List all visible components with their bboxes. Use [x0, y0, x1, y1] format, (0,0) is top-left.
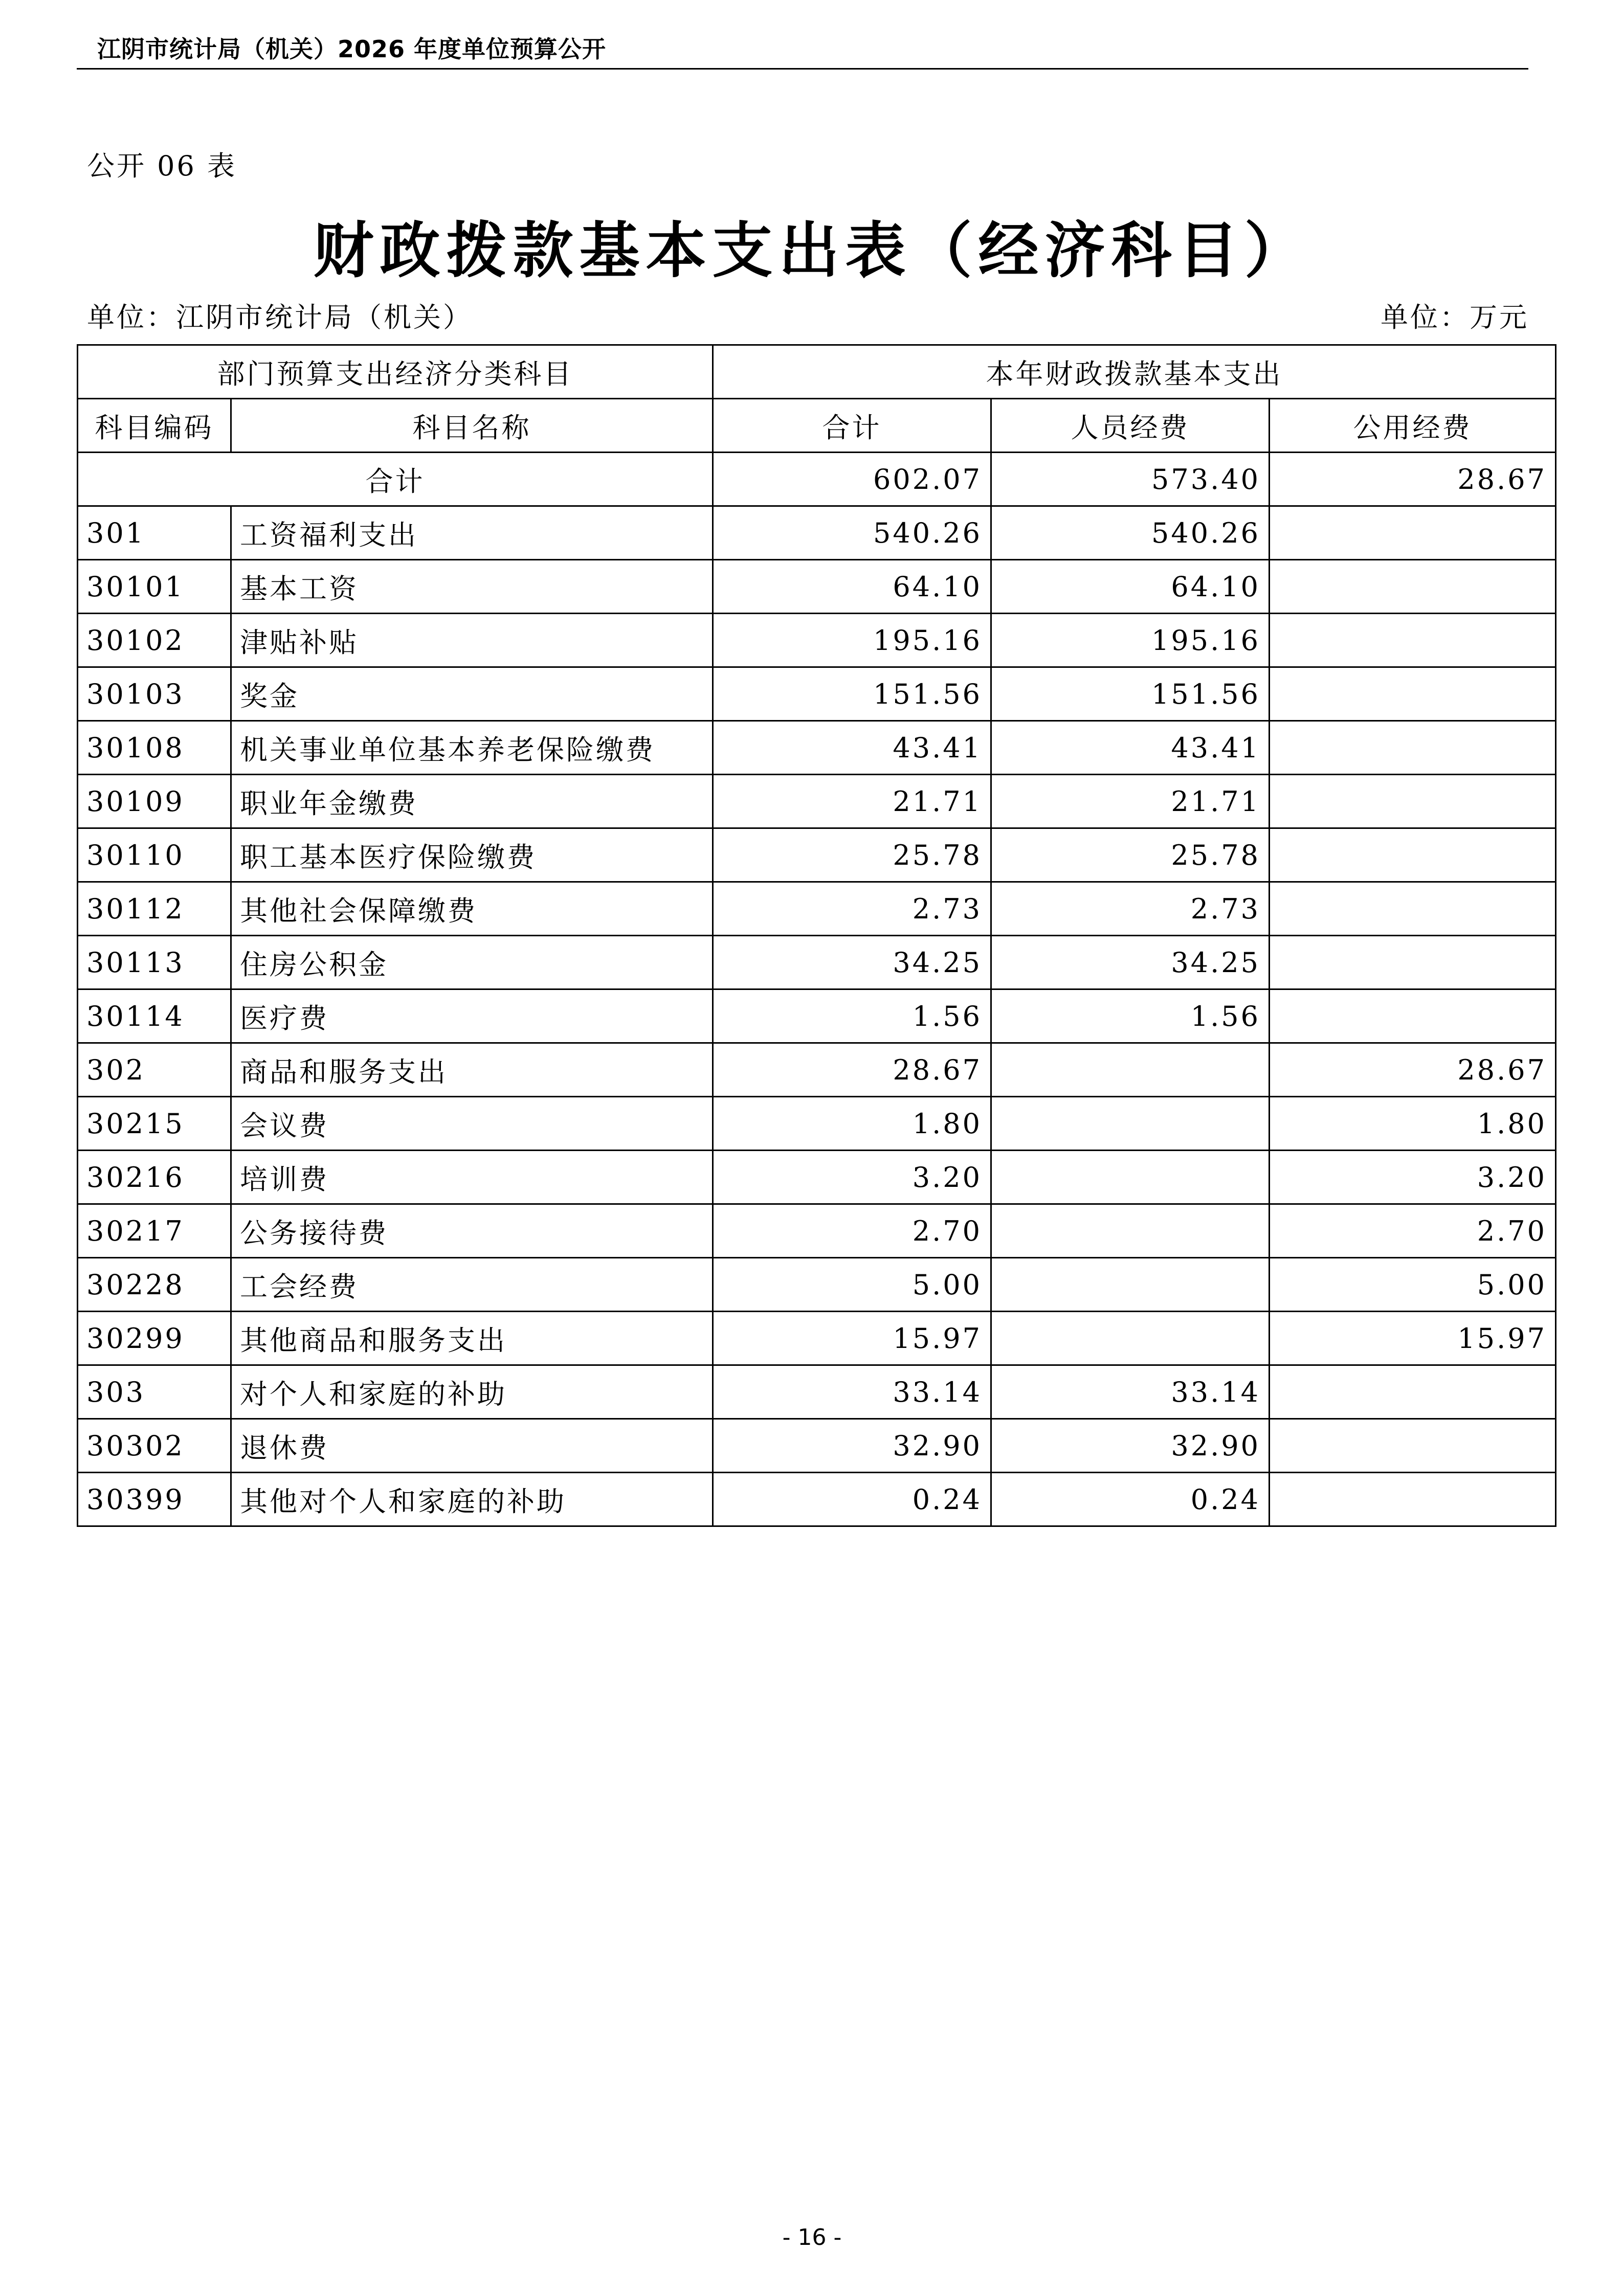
- row-total: 15.97: [713, 1312, 991, 1365]
- row-personnel: [991, 1151, 1270, 1204]
- row-personnel: 2.73: [991, 882, 1270, 936]
- row-total: 1.56: [713, 989, 991, 1043]
- row-name: 基本工资: [231, 560, 713, 614]
- column-header-row: [78, 399, 1556, 453]
- row-total: 5.00: [713, 1258, 991, 1312]
- row-name: 对个人和家庭的补助: [231, 1365, 713, 1419]
- row-name: 培训费: [231, 1151, 713, 1204]
- row-personnel: 34.25: [991, 936, 1270, 989]
- table-row: [78, 989, 1556, 1043]
- row-total: 2.73: [713, 882, 991, 936]
- row-code: 30102: [78, 614, 231, 667]
- row-public: [1270, 560, 1556, 614]
- total-row: [78, 453, 1556, 506]
- column-header-personnel: 人员经费: [991, 399, 1270, 453]
- row-total: 32.90: [713, 1419, 991, 1473]
- table-row: [78, 1151, 1556, 1204]
- row-total: 2.70: [713, 1204, 991, 1258]
- total-public: 28.67: [1270, 453, 1556, 506]
- table-row: [78, 506, 1556, 560]
- row-name: 商品和服务支出: [231, 1043, 713, 1097]
- row-name: 工资福利支出: [231, 506, 713, 560]
- row-total: 43.41: [713, 721, 991, 775]
- row-personnel: [991, 1043, 1270, 1097]
- row-code: 30101: [78, 560, 231, 614]
- row-code: 30216: [78, 1151, 231, 1204]
- table-row: [78, 667, 1556, 721]
- group-header-classification: 部门预算支出经济分类科目: [78, 345, 713, 399]
- row-name: 职工基本医疗保险缴费: [231, 828, 713, 882]
- table-code: 公开 06 表: [87, 150, 237, 182]
- row-code: 30302: [78, 1419, 231, 1473]
- row-code: 303: [78, 1365, 231, 1419]
- total-label: 合计: [78, 453, 713, 506]
- row-name: 其他商品和服务支出: [231, 1312, 713, 1365]
- row-total: 3.20: [713, 1151, 991, 1204]
- page-title: 财政拨款基本支出表（经济科目）: [313, 215, 1311, 286]
- row-name: 奖金: [231, 667, 713, 721]
- row-total: 151.56: [713, 667, 991, 721]
- row-public: [1270, 506, 1556, 560]
- row-personnel: [991, 1258, 1270, 1312]
- table-row: [78, 1097, 1556, 1151]
- unit-currency: 单位：万元: [1381, 301, 1529, 333]
- row-name: 机关事业单位基本养老保险缴费: [231, 721, 713, 775]
- row-public: [1270, 936, 1556, 989]
- row-public: [1270, 1365, 1556, 1419]
- total-amount: 602.07: [713, 453, 991, 506]
- row-public: [1270, 667, 1556, 721]
- row-personnel: [991, 1204, 1270, 1258]
- running-header-title: 江阴市统计局（机关）2026 年度单位预算公开: [97, 35, 607, 63]
- column-header-public: 公用经费: [1270, 399, 1556, 453]
- row-code: 30113: [78, 936, 231, 989]
- row-code: 30215: [78, 1097, 231, 1151]
- row-personnel: 195.16: [991, 614, 1270, 667]
- row-code: 302: [78, 1043, 231, 1097]
- table-row: [78, 1419, 1556, 1473]
- row-code: 30110: [78, 828, 231, 882]
- row-total: 25.78: [713, 828, 991, 882]
- row-name: 其他对个人和家庭的补助: [231, 1473, 713, 1526]
- table-row: [78, 775, 1556, 828]
- row-public: [1270, 1419, 1556, 1473]
- row-code: 30112: [78, 882, 231, 936]
- table-row: [78, 882, 1556, 936]
- column-header-name: 科目名称: [231, 399, 713, 453]
- row-public: 5.00: [1270, 1258, 1556, 1312]
- row-public: [1270, 721, 1556, 775]
- row-personnel: 1.56: [991, 989, 1270, 1043]
- row-public: [1270, 828, 1556, 882]
- row-personnel: 540.26: [991, 506, 1270, 560]
- row-personnel: 25.78: [991, 828, 1270, 882]
- row-personnel: 21.71: [991, 775, 1270, 828]
- row-name: 退休费: [231, 1419, 713, 1473]
- row-public: 28.67: [1270, 1043, 1556, 1097]
- row-code: 30399: [78, 1473, 231, 1526]
- table-row: [78, 560, 1556, 614]
- table-row: [78, 1365, 1556, 1419]
- table-row: [78, 1473, 1556, 1526]
- row-personnel: 0.24: [991, 1473, 1270, 1526]
- row-name: 医疗费: [231, 989, 713, 1043]
- unit-organization: 单位：江阴市统计局（机关）: [87, 301, 473, 333]
- total-personnel: 573.40: [991, 453, 1270, 506]
- row-total: 1.80: [713, 1097, 991, 1151]
- table-row: [78, 1043, 1556, 1097]
- budget-table: [77, 344, 1556, 1527]
- column-header-total: 合计: [713, 399, 991, 453]
- row-personnel: 43.41: [991, 721, 1270, 775]
- row-total: 33.14: [713, 1365, 991, 1419]
- row-code: 30109: [78, 775, 231, 828]
- row-public: 15.97: [1270, 1312, 1556, 1365]
- row-total: 28.67: [713, 1043, 991, 1097]
- row-total: 0.24: [713, 1473, 991, 1526]
- table-row: [78, 721, 1556, 775]
- row-code: 30228: [78, 1258, 231, 1312]
- page-number: - 16 -: [782, 2224, 842, 2250]
- table-row: [78, 1312, 1556, 1365]
- row-total: 540.26: [713, 506, 991, 560]
- row-personnel: 64.10: [991, 560, 1270, 614]
- row-code: 30108: [78, 721, 231, 775]
- row-code: 30103: [78, 667, 231, 721]
- row-code: 30299: [78, 1312, 231, 1365]
- row-name: 其他社会保障缴费: [231, 882, 713, 936]
- table-row: [78, 614, 1556, 667]
- table-row: [78, 1204, 1556, 1258]
- row-total: 34.25: [713, 936, 991, 989]
- row-personnel: [991, 1312, 1270, 1365]
- row-name: 公务接待费: [231, 1204, 713, 1258]
- row-public: [1270, 1473, 1556, 1526]
- row-public: [1270, 775, 1556, 828]
- row-public: [1270, 882, 1556, 936]
- row-personnel: 32.90: [991, 1419, 1270, 1473]
- column-header-code: 科目编码: [78, 399, 231, 453]
- row-total: 195.16: [713, 614, 991, 667]
- row-name: 工会经费: [231, 1258, 713, 1312]
- row-public: 1.80: [1270, 1097, 1556, 1151]
- row-code: 30114: [78, 989, 231, 1043]
- row-public: 2.70: [1270, 1204, 1556, 1258]
- row-name: 会议费: [231, 1097, 713, 1151]
- row-personnel: [991, 1097, 1270, 1151]
- row-public: [1270, 989, 1556, 1043]
- row-personnel: 33.14: [991, 1365, 1270, 1419]
- header-divider: [77, 68, 1528, 70]
- row-public: 3.20: [1270, 1151, 1556, 1204]
- row-public: [1270, 614, 1556, 667]
- row-name: 住房公积金: [231, 936, 713, 989]
- row-total: 64.10: [713, 560, 991, 614]
- group-header-expenditure: 本年财政拨款基本支出: [713, 345, 1556, 399]
- group-header-row: [78, 345, 1556, 399]
- row-code: 301: [78, 506, 231, 560]
- row-total: 21.71: [713, 775, 991, 828]
- table-row: [78, 828, 1556, 882]
- row-name: 职业年金缴费: [231, 775, 713, 828]
- table-row: [78, 936, 1556, 989]
- table-row: [78, 1258, 1556, 1312]
- row-name: 津贴补贴: [231, 614, 713, 667]
- row-personnel: 151.56: [991, 667, 1270, 721]
- row-code: 30217: [78, 1204, 231, 1258]
